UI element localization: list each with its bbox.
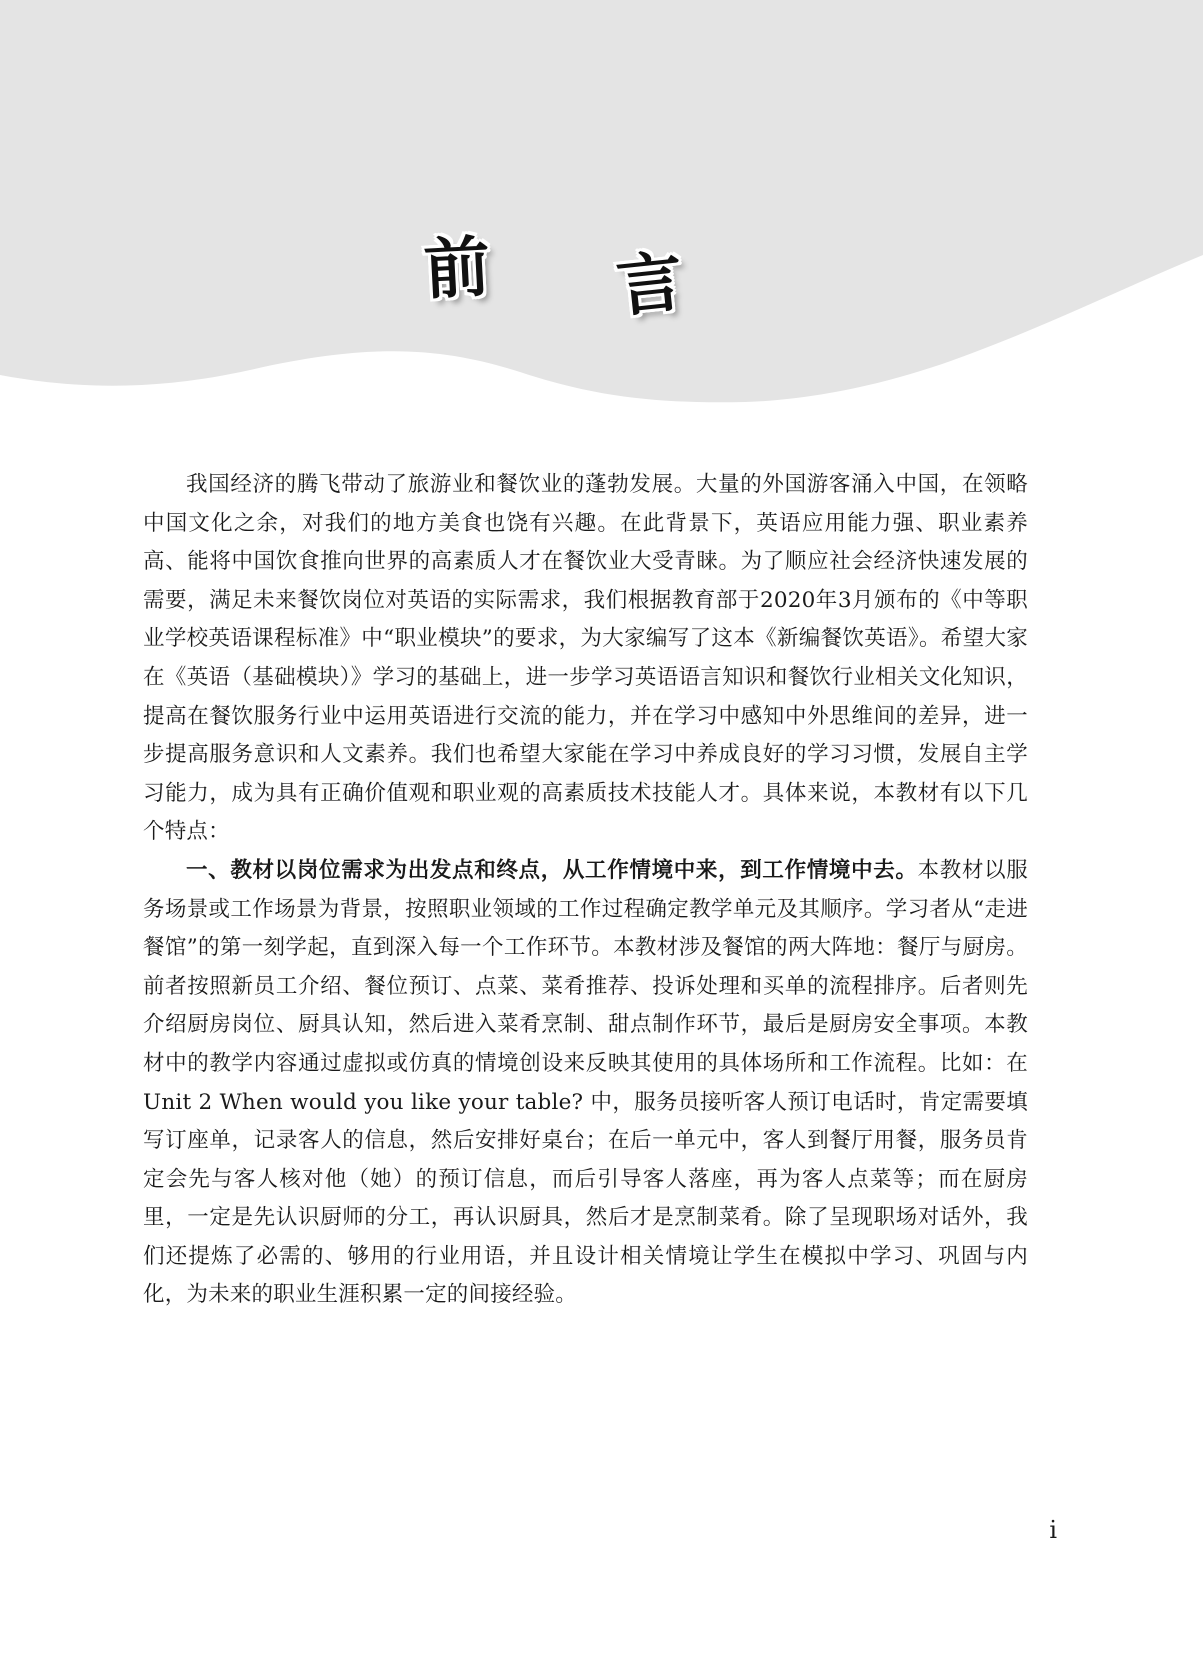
title-char-2: 言	[613, 242, 687, 327]
page-title	[0, 228, 1203, 338]
feature-1-text: 本教材以服务场景或工作场景为背景，按照职业领域的工作过程确定教学单元及其顺序。学习者从“走进餐馆”的第一刻学起，直到深入每一个工作环节。本教材涉及餐馆的两大阵地：餐厅与厨房。前者按照新员工介绍、餐位预订、点菜、菜肴推荐、投诉处理和买单的流程排序。后者则先介绍厨房岗位、厨具认知，然后进入菜肴烹制、甜点制作环节，最后是厨房安全事项。本教材中的教学内容通过虚拟或仿真的情境创设来反映其使用的具体场所和工作流程。比如：在 Unit 2 When would you like your table? 中，服务员接听客人预订电话时，肯定需要填写订座单，记录客人的信息，然后安排好桌台；在后一单元中，客人到餐厅用餐，服务员肯定会先与客人核对他（她）的预订信息，而后引导客人落座，再为客人点菜等；而在厨房里，一定是先认识厨师的分工，再认识厨具，然后才是烹制菜肴。除了呈现职场对话外，我们还提炼了必需的、够用的行业用语，并且设计相关情境让学生在模拟中学习、巩固与内化，为未来的职业生涯积累一定的间接经验。	[143, 857, 1028, 1308]
title-char-1: 前	[422, 228, 492, 309]
paragraph-feature-1	[143, 852, 1028, 1315]
feature-1-heading: 一、教材以岗位需求为出发点和终点，从工作情境中来，到工作情境中去。	[186, 857, 918, 883]
preface-body	[143, 466, 1028, 1315]
header-wave-band	[0, 0, 1203, 420]
page-number: i	[1049, 1516, 1057, 1544]
paragraph-intro: 我国经济的腾飞带动了旅游业和餐饮业的蓬勃发展。大量的外国游客涌入中国，在领略中国文化之余，对我们的地方美食也饶有兴趣。在此背景下，英语应用能力强、职业素养高、能将中国饮食推向世界的高素质人才在餐饮业大受青睐。为了顺应社会经济快速发展的需要，满足未来餐饮岗位对英语的实际需求，我们根据教育部于2020年3月颁布的《中等职业学校英语课程标准》中“职业模块”的要求，为大家编写了这本《新编餐饮英语》。希望大家在《英语（基础模块）》学习的基础上，进一步学习英语语言知识和餐饮行业相关文化知识，提高在餐饮服务行业中运用英语进行交流的能力，并在学习中感知中外思维间的差异，进一步提高服务意识和人文素养。我们也希望大家能在学习中养成良好的学习习惯，发展自主学习能力，成为具有正确价值观和职业观的高素质技术技能人才。具体来说，本教材有以下几个特点：	[143, 472, 1028, 845]
